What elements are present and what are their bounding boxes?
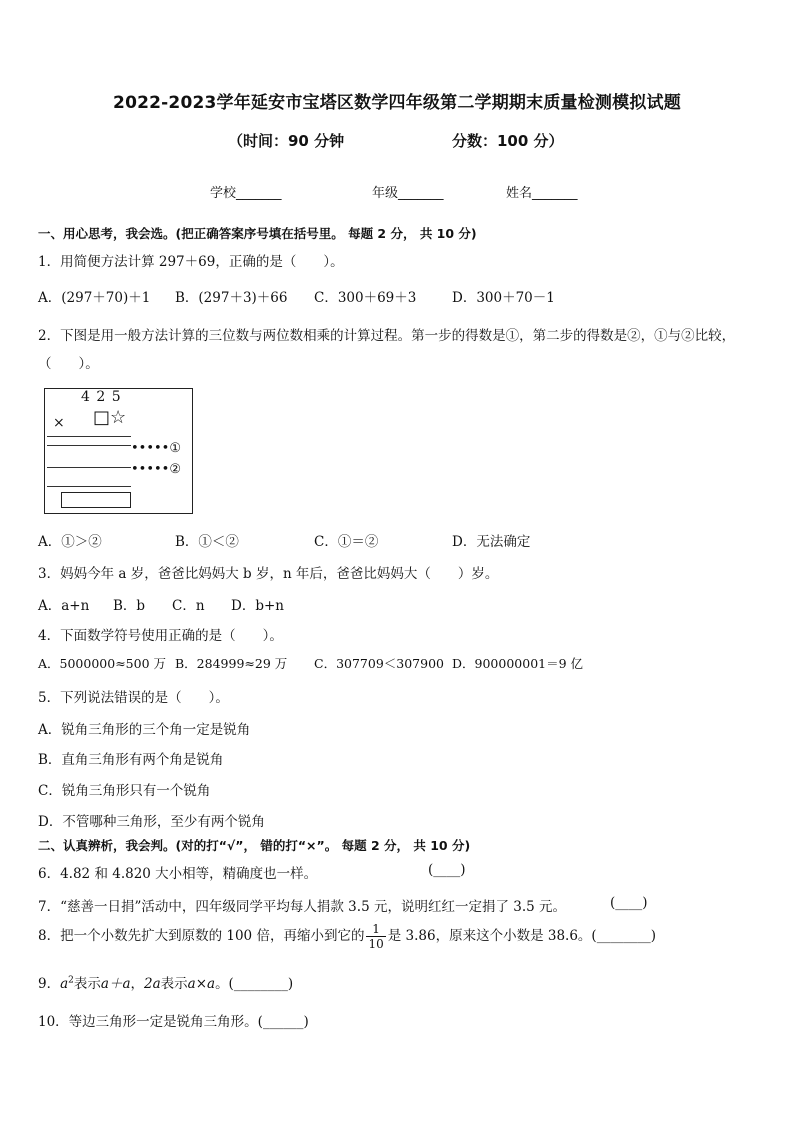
question-4: 4．下面数学符号使用正确的是（ ）。 bbox=[38, 628, 283, 644]
q5-option-c: C．锐角三角形只有一个锐角 bbox=[38, 783, 211, 799]
q4-option-d: D．900000001＝9 亿 bbox=[452, 656, 584, 671]
diagram-partial-product-1-line bbox=[47, 445, 131, 446]
q8-text-before: 8．把一个小数先扩大到原数的 100 倍，再缩小到它的 bbox=[38, 928, 365, 944]
question-1: 1．用简便方法计算 297＋69，正确的是（ ）。 bbox=[38, 254, 344, 270]
q8-fraction bbox=[366, 922, 385, 951]
q1-option-a: A．(297＋70)＋1 bbox=[38, 290, 151, 306]
q3-option-d: D．b+n bbox=[231, 598, 284, 614]
q9-expr-2: a×a bbox=[187, 976, 216, 992]
q4-option-b: B．284999≈29 万 bbox=[175, 656, 288, 671]
q2-option-a: A．①＞② bbox=[38, 534, 102, 550]
q8-text-after: 是 3.86，原来这个小数是 38.6。(________) bbox=[387, 928, 656, 944]
question-2-tail: （ ）。 bbox=[38, 356, 99, 372]
section1-heading: 一、用心思考，我会选。(把正确答案序号填在括号里。 每题 2 分， 共 10 分) bbox=[38, 226, 477, 241]
diagram-times-sign: × bbox=[53, 415, 65, 431]
q9-term: 2a bbox=[144, 976, 161, 992]
q6-answer-blank: (____) bbox=[428, 862, 466, 878]
q5-option-b: B．直角三角形有两个角是锐角 bbox=[38, 752, 224, 768]
q9-word-2: 表示 bbox=[160, 976, 188, 992]
q9-expr-1: a＋a bbox=[100, 976, 131, 992]
q3-option-b: B．b bbox=[113, 598, 146, 614]
question-10: 10．等边三角形一定是锐角三角形。(______) bbox=[38, 1014, 309, 1030]
question-8 bbox=[38, 922, 656, 951]
exam-time: （时间：90 分钟 bbox=[228, 132, 345, 150]
q1-option-c: C．300＋69＋3 bbox=[314, 290, 417, 306]
question-5: 5．下列说法错误的是（ ）。 bbox=[38, 690, 229, 706]
diagram-digit-boxes: □☆ bbox=[93, 407, 127, 428]
q2-option-d: D．无法确定 bbox=[452, 534, 531, 550]
diagram-step-1-marker: •••••① bbox=[131, 441, 181, 456]
q5-option-d: D．不管哪种三角形，至少有两个锐角 bbox=[38, 814, 265, 830]
question-9 bbox=[38, 972, 293, 992]
q7-answer-blank: (____) bbox=[610, 895, 648, 911]
exam-score: 分数：100 分） bbox=[452, 132, 564, 150]
q4-option-c: C．307709＜307900 bbox=[314, 656, 444, 671]
q9-number: 9． bbox=[38, 976, 61, 992]
multiplication-diagram bbox=[44, 388, 193, 514]
q1-option-d: D．300＋70－1 bbox=[452, 290, 555, 306]
section2-heading: 二、认真辨析，我会判。(对的打“√”， 错的打“×”。 每题 2 分， 共 10 分) bbox=[38, 838, 471, 853]
q9-word-1: 表示 bbox=[73, 976, 101, 992]
diagram-partial-product-2-line bbox=[47, 467, 131, 468]
q3-option-a: A．a+n bbox=[38, 598, 90, 614]
school-field: 学校_______ bbox=[210, 186, 282, 201]
q8-fraction-numerator: 1 bbox=[366, 922, 385, 937]
diagram-multiplicand: 4 2 5 bbox=[81, 389, 122, 405]
q3-option-c: C．n bbox=[172, 598, 205, 614]
q9-exponent: 2 bbox=[68, 975, 74, 986]
q9-comma: ， bbox=[130, 976, 144, 992]
q5-option-a: A．锐角三角形的三个角一定是锐角 bbox=[38, 722, 251, 738]
q9-answer-blank: 。(________) bbox=[215, 976, 294, 992]
q4-option-a: A．5000000≈500 万 bbox=[38, 656, 167, 671]
q2-option-c: C．①＝② bbox=[314, 534, 379, 550]
page-title: 2022-2023学年延安市宝塔区数学四年级第二学期期末质量检测模拟试题 bbox=[113, 93, 681, 113]
q2-option-b: B．①＜② bbox=[175, 534, 239, 550]
question-3: 3．妈妈今年 a 岁，爸爸比妈妈大 b 岁，n 年后，爸爸比妈妈大（ ）岁。 bbox=[38, 566, 499, 582]
question-7: 7．“慈善一日捐”活动中，四年级同学平均每人捐款 3.5 元，说明红红一定捐了 3.5 元。 bbox=[38, 899, 566, 915]
name-field: 姓名_______ bbox=[506, 186, 578, 201]
diagram-step-2-marker: •••••② bbox=[131, 462, 181, 477]
question-2: 2．下图是用一般方法计算的三位数与两位数相乘的计算过程。第一步的得数是①，第二步的得数是②，①与②比较， bbox=[38, 328, 736, 344]
q9-base: a bbox=[60, 976, 69, 992]
question-6: 6．4.82 和 4.820 大小相等，精确度也一样。 bbox=[38, 866, 318, 882]
grade-field: 年级_______ bbox=[372, 186, 444, 201]
diagram-result-box bbox=[61, 492, 131, 508]
q1-option-b: B．(297＋3)＋66 bbox=[175, 290, 288, 306]
diagram-rule-2 bbox=[47, 486, 131, 487]
diagram-rule-1 bbox=[47, 436, 131, 437]
q8-fraction-denominator: 10 bbox=[368, 937, 384, 951]
